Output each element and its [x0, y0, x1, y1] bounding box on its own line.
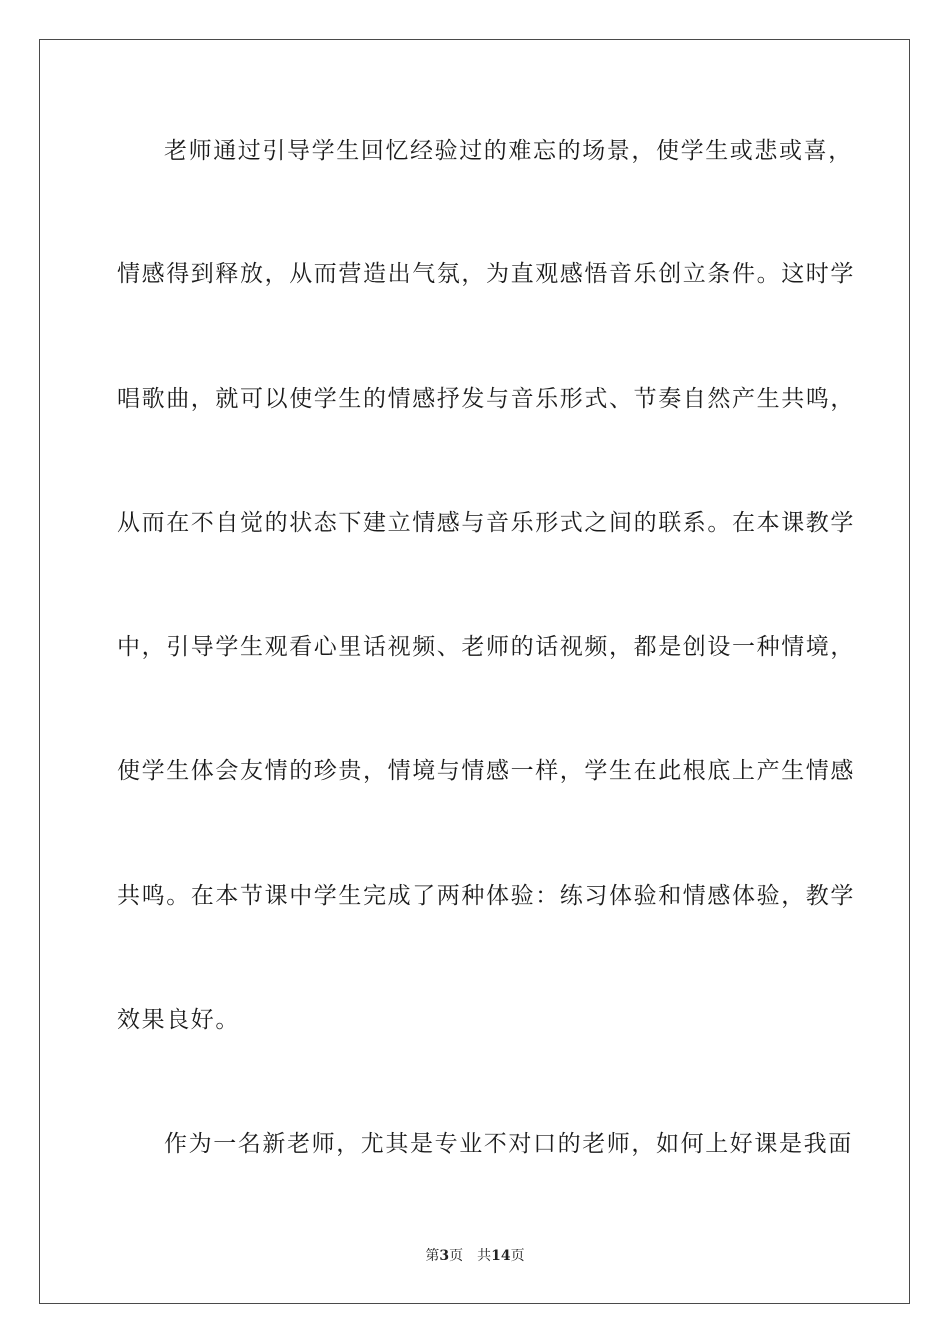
paragraph-2-line-1: 作为一名新老师，尤其是专业不对口的老师，如何上好课是我面 — [164, 1131, 853, 1157]
footer-page-number: 3 — [439, 1248, 450, 1264]
footer-total-suffix: 页 — [510, 1248, 525, 1264]
paragraph-1-line-5: 中，引导学生观看心里话视频、老师的话视频，都是创设一种情境， — [117, 634, 855, 660]
paragraph-1-line-2: 情感得到释放，从而营造出气氛，为直观感悟音乐创立条件。这时学 — [117, 261, 855, 287]
paragraph-1-line-6: 使学生体会友情的珍贵，情境与情感一样，学生在此根底上产生情感 — [117, 758, 855, 784]
paragraph-1-line-3: 唱歌曲，就可以使学生的情感抒发与音乐形式、节奏自然产生共鸣， — [117, 386, 855, 412]
footer-total-pages: 14 — [491, 1248, 511, 1264]
footer-page-prefix: 第 — [425, 1248, 440, 1264]
page-border — [39, 39, 910, 1304]
footer-total-prefix: 共 — [477, 1248, 492, 1264]
page-footer — [0, 1247, 950, 1265]
footer-page-suffix: 页 — [449, 1248, 464, 1264]
paragraph-1-line-7: 共鸣。在本节课中学生完成了两种体验：练习体验和情感体验，教学 — [117, 883, 855, 909]
paragraph-1-line-4: 从而在不自觉的状态下建立情感与音乐形式之间的联系。在本课教学 — [117, 510, 855, 536]
paragraph-1-line-1: 老师通过引导学生回忆经验过的难忘的场景，使学生或悲或喜， — [164, 138, 853, 164]
paragraph-1-line-8: 效果良好。 — [117, 1007, 240, 1033]
